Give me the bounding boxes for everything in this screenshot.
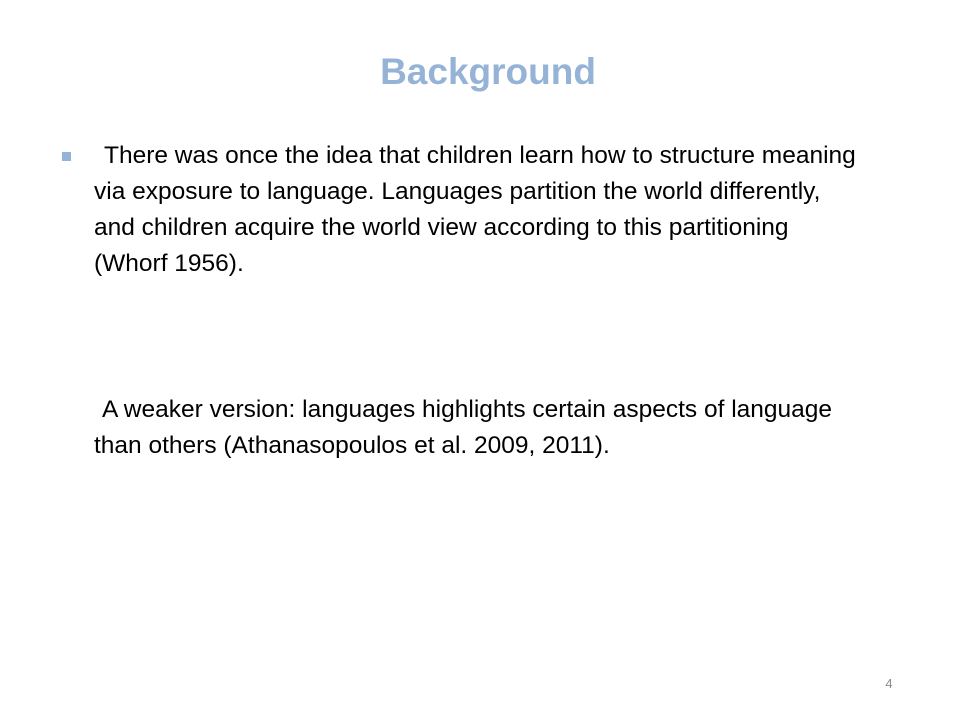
body-paragraph-2: A weaker version: languages highlights certain aspects of language than others (Athanasopoulos et al. 2009, 2011). [94, 396, 833, 459]
body-paragraph-1: There was once the idea that children learn how to structure meaning via exposure to language. Languages partition the world differently, and children acquire the world view according to this partitioning (Whorf 1956). [94, 142, 856, 277]
square-bullet-icon [62, 152, 71, 161]
slide-title: Background [380, 51, 596, 92]
page-number: 4 [885, 676, 893, 691]
